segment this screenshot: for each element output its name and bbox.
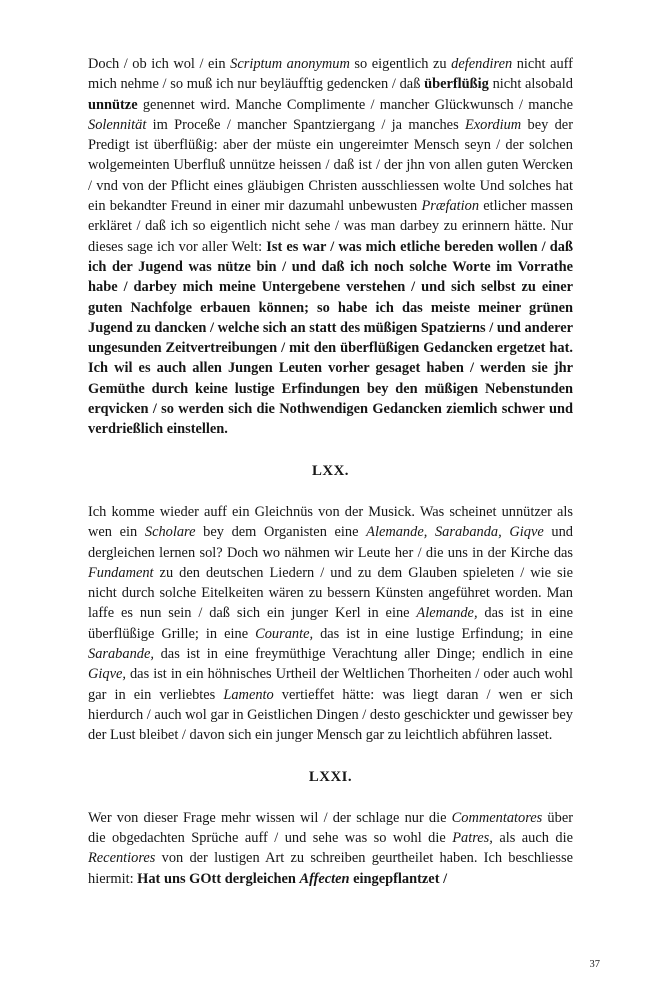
text-block <box>88 54 573 889</box>
text-segment: bey dem Organisten eine <box>195 524 367 541</box>
text-segment: Scholare <box>144 524 196 541</box>
text-segment: nicht alsobald <box>488 76 573 93</box>
paragraph <box>88 502 573 746</box>
text-segment: das ist in eine überflüßige Grille; in eine <box>88 605 573 642</box>
section-heading: LXX. <box>312 462 349 479</box>
text-segment: Patres, <box>452 830 493 847</box>
text-segment: Giqve, <box>88 666 126 683</box>
text-segment: Courante, <box>255 625 314 642</box>
text-segment: Lamento <box>223 686 274 703</box>
text-segment: Scriptum anonymum <box>230 56 350 72</box>
text-segment: vertieffet hätte: was liegt daran / wen er sich hierdurch / auch wol gar in Geistlichen Dingen / desto geschickter und gewisser bey der Lust bleibet / davon sich ein junger Mensch gar zu leichtlich abführen lasset. <box>88 686 574 744</box>
text-segment: eingepflantzet / <box>349 870 448 887</box>
text-segment: Hat uns GOtt dergleichen <box>137 870 300 887</box>
text-segment: Ist es war / was mich etliche bereden wollen / daß ich der Jugend was nütze bin / und daß ich noch solche Worte im Vorrathe habe / darbey mich meine Untergebene verstehen / und sich selbst zu einer guten Nachfolge erbauen können; so habe ich das meiste meiner grünen Jugend zu dancken / welche sich an statt des müßigen Spatzierns / und anderer ungesunden Zeitvertreibungen / mit den überflüßigen Gedancken ergetzet hat. Ich wil es auch allen Jungen Leuten vorher gesaget haben / werden sie jhr Gemüthe durch keine lustige Erfindungen bey den müßigen Nebenstunden erqvicken / so werden sich die Nothwendigen Gedancken ziemlich schwer und verdrießlich einstellen. <box>88 238 573 438</box>
text-segment: Alemande, Sarabanda, Giqve <box>366 524 544 541</box>
section-heading: LXXI. <box>308 768 353 785</box>
text-segment: das ist in eine freymüthige Verachtung aller Dinge; endlich in eine <box>153 646 573 663</box>
text-segment: Exordium <box>464 116 522 133</box>
text-segment: unnütze <box>88 96 138 113</box>
text-segment: das ist in eine lustige Erfindung; in eine <box>313 625 573 642</box>
text-segment: als auch die <box>492 830 573 847</box>
text-segment: das ist in ein höhnisches Urtheil der Weltlichen Thorheiten / oder auch wohl gar in ein verliebtes <box>88 666 573 703</box>
text-segment: überflüßig <box>424 76 489 93</box>
text-segment: Solennität <box>88 116 147 133</box>
text-segment: genennet wird. Manche Complimente / mancher Glückwunsch / manche <box>137 96 573 113</box>
text-segment: Affecten <box>299 870 350 887</box>
text-segment: Ich komme wieder auff ein Gleichnüs von der Musick. Was scheinet unnützer als wen ein <box>88 503 573 541</box>
text-segment: so eigentlich zu <box>349 56 452 72</box>
text-segment: zu den deutschen Liedern / und zu dem Glauben spieleten / wie sie nicht durch solche Eitelkeiten wären zu bessern Künsten angeführet worden. Man laffe es nun sein / daß sich ein junger Kerl in eine <box>88 564 573 622</box>
text-segment: im Proceße / mancher Spantziergang / ja manches <box>146 116 465 133</box>
paragraph <box>88 54 573 440</box>
text-segment: nicht auff mich nehme / so muß ich nur beyläufftig gedencken / daß <box>88 56 573 93</box>
text-segment: über die obgedachten Sprüche auff / und sehe was so wohl die <box>88 809 573 847</box>
text-segment: defendiren <box>451 56 513 72</box>
text-segment: Doch / ob ich wol / ein <box>88 56 231 72</box>
paragraph <box>88 808 573 889</box>
text-segment: Wer von dieser Frage mehr wissen wil / der schlage nur die <box>88 809 452 826</box>
text-segment: Alemande, <box>416 605 478 622</box>
text-segment: von der lustigen Art zu schreiben geurtheilet haben. Ich beschliesse hiermit: <box>88 850 573 887</box>
text-segment: etlicher massen erkläret / daß ich so eigentlich nicht sehe / was man darbey zu erinnern hätte. Nur dieses sage ich vor aller Welt: <box>88 198 574 255</box>
text-segment: Commentatores <box>451 809 543 826</box>
page-number: 37 <box>589 959 600 970</box>
text-segment: Præfation <box>421 198 480 215</box>
text-segment: Sarabande, <box>88 646 154 663</box>
text-segment: Fundament <box>88 564 154 581</box>
text-segment: bey der Predigt ist überflüßig: aber der müste ein ungereimter Mensch seyn / der solchen wolgemeinten Uberfluß unnütze heissen / daß ist / der jhn von allen guten Wercken / vnd von der Pflicht eines gläubigen Christen ausschliessen wolte Und solches hat ein bekandter Freund in einer mir dazumahl unbewusten <box>88 116 573 215</box>
text-segment: und dergleichen lernen sol? Doch wo nähmen wir Leute her / die uns in der Kirche das <box>88 524 573 561</box>
text-segment: Recentiores <box>88 850 156 867</box>
